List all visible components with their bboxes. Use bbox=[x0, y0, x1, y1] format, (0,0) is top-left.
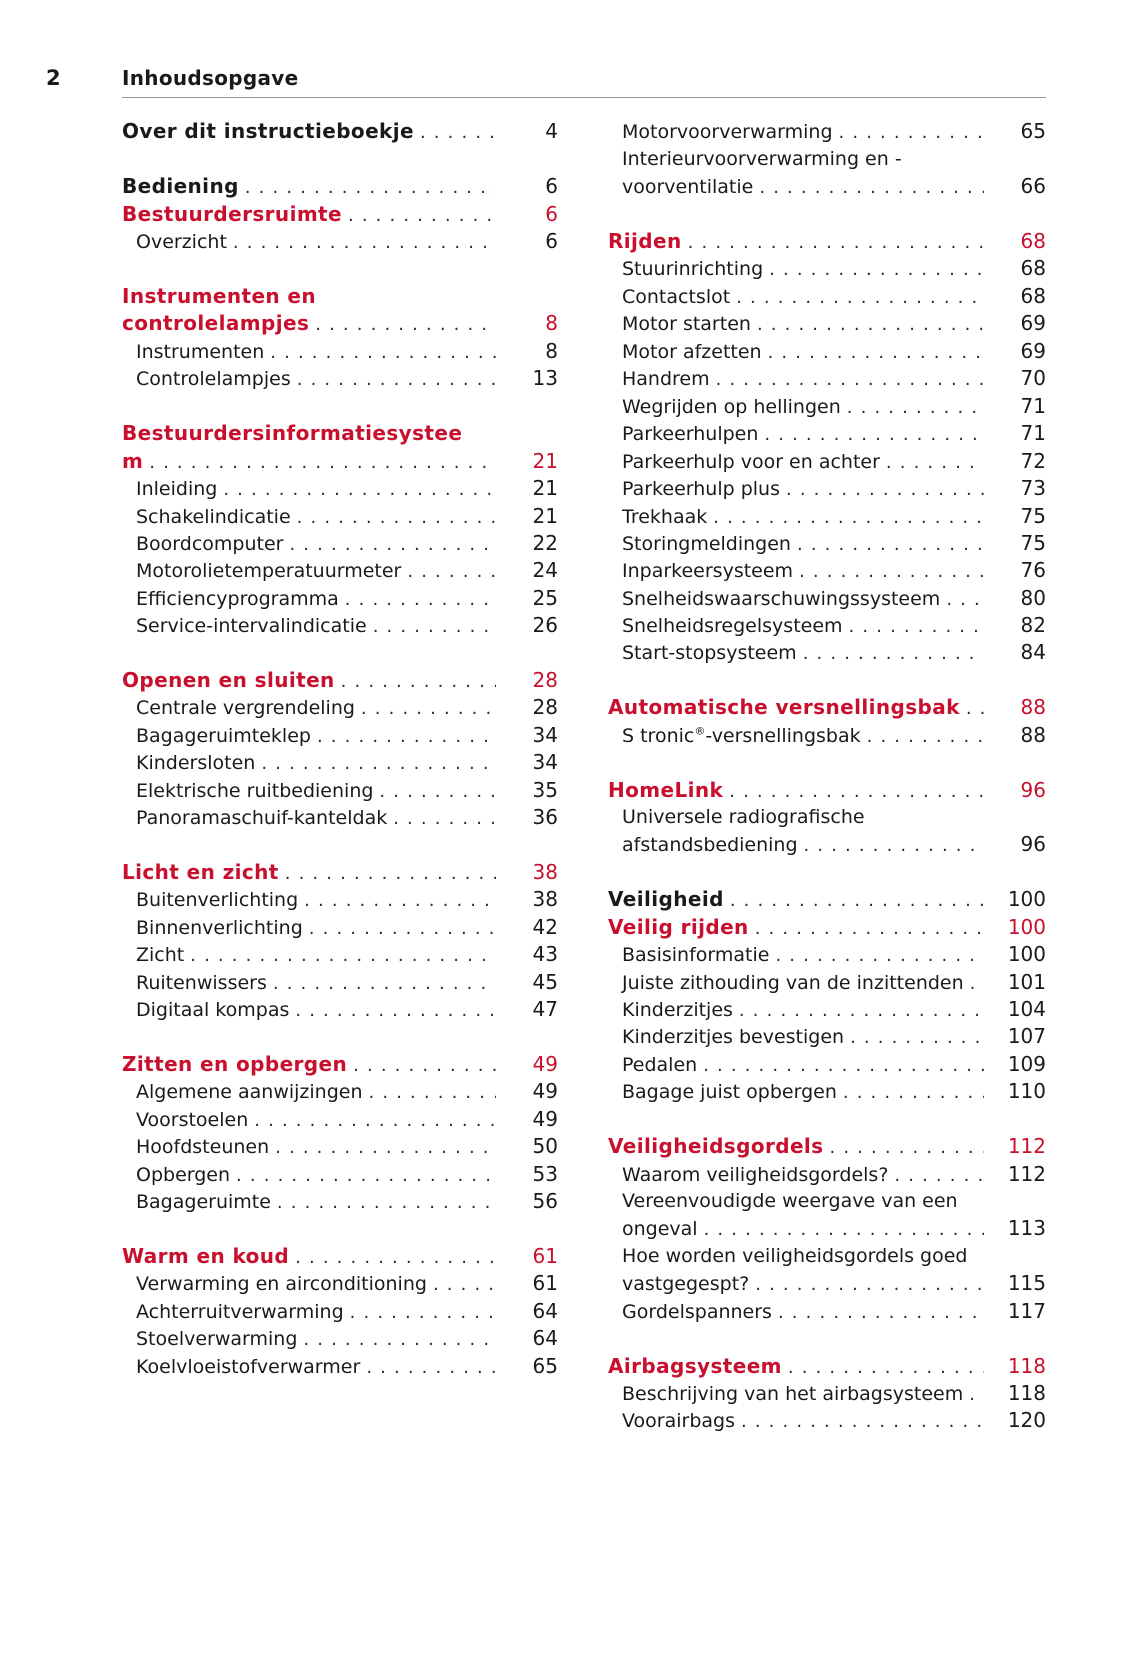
toc-entry-warm-en-koud[interactable]: Warm en koud . . . 61 bbox=[122, 1242, 558, 1271]
toc-entry-binnenverlichting[interactable]: Binnenverlichting . . . 42 bbox=[122, 913, 558, 942]
toc-entry-parkeerhulp-voor-en-achter[interactable]: Parkeerhulp voor en achter . . . 72 bbox=[608, 447, 1046, 476]
toc-entry-rijden[interactable]: Rijden . . . 68 bbox=[608, 227, 1046, 256]
toc-entry-waarom-veiligheidsgordels[interactable]: Waarom veiligheidsgordels? . . . 112 bbox=[608, 1160, 1046, 1189]
toc-entry-vereenvoudigde-weergave[interactable]: Vereenvoudigde weergave van een bbox=[622, 1190, 958, 1212]
toc-entry-snelheidswaarschuwingssysteem[interactable]: Snelheidswaarschuwingssysteem . . . 80 bbox=[608, 584, 1046, 613]
toc-entry-openen-en-sluiten[interactable]: Openen en sluiten . . . 28 bbox=[122, 666, 558, 695]
toc-entry-motorolietemperatuurmeter[interactable]: Motorolietemperatuurmeter . . . 24 bbox=[122, 556, 558, 585]
toc-entry-storingmeldingen[interactable]: Storingmeldingen . . . 75 bbox=[608, 529, 1046, 558]
toc-entry-ruitenwissers[interactable]: Ruitenwissers . . . 45 bbox=[122, 968, 558, 997]
toc-entry-schakelindicatie[interactable]: Schakelindicatie . . . 21 bbox=[122, 502, 558, 531]
toc-entry-homelink[interactable]: HomeLink . . . 96 bbox=[608, 776, 1046, 805]
toc-entry-hoe-worden-veiligheidsgordels[interactable]: Hoe worden veiligheidsgordels goed bbox=[622, 1245, 968, 1267]
toc-entry-controlelampjes[interactable]: Controlelampjes . . . 13 bbox=[122, 364, 558, 393]
toc-entry-voorairbags[interactable]: Voorairbags . . . 120 bbox=[608, 1406, 1046, 1435]
toc-entry-bestuurdersinformatiesysteem[interactable]: m . . . 21 bbox=[122, 447, 558, 476]
toc-entry-boordcomputer[interactable]: Boordcomputer . . . 22 bbox=[122, 529, 558, 558]
toc-entry-voorstoelen[interactable]: Voorstoelen . . . 49 bbox=[122, 1105, 558, 1134]
header-rule bbox=[122, 97, 1046, 98]
toc-entry-elektrische-ruitbediening[interactable]: Elektrische ruitbediening . . . 35 bbox=[122, 776, 558, 805]
toc-entry-instrumenten[interactable]: Instrumenten . . . 8 bbox=[122, 337, 558, 366]
toc-entry-motorvoorverwarming[interactable]: Motorvoorverwarming . . . 65 bbox=[608, 117, 1046, 146]
toc-entry-voorventilatie[interactable]: voorventilatie . . . 66 bbox=[608, 172, 1046, 201]
toc-entry-ongeval[interactable]: ongeval . . . 113 bbox=[608, 1214, 1046, 1243]
toc-entry-stuurinrichting[interactable]: Stuurinrichting . . . 68 bbox=[608, 254, 1046, 283]
toc-entry-controlelampjes-section[interactable]: controlelampjes . . . 8 bbox=[122, 309, 558, 338]
toc-entry-automatische-versnellingsbak[interactable]: Automatische versnellingsbak . . . 88 bbox=[608, 693, 1046, 722]
toc-entry-inparkeersysteem[interactable]: Inparkeersysteem . . . 76 bbox=[608, 556, 1046, 585]
toc-entry-centrale-vergrendeling[interactable]: Centrale vergrendeling . . . 28 bbox=[122, 693, 558, 722]
toc-entry-efficiencyprogramma[interactable]: Efficiencyprogramma . . . 25 bbox=[122, 584, 558, 613]
toc-entry-snelheidsregelsysteem[interactable]: Snelheidsregelsysteem . . . 82 bbox=[608, 611, 1046, 640]
page-number: 2 bbox=[46, 66, 61, 90]
toc-entry-kindersloten[interactable]: Kindersloten . . . 34 bbox=[122, 748, 558, 777]
toc-entry-algemene-aanwijzingen[interactable]: Algemene aanwijzingen . . . 49 bbox=[122, 1077, 558, 1106]
toc-entry-vastgegespt[interactable]: vastgegespt? . . . 115 bbox=[608, 1269, 1046, 1298]
toc-entry-motor-afzetten[interactable]: Motor afzetten . . . 69 bbox=[608, 337, 1046, 366]
toc-entry-s-tronic-versnellingsbak[interactable]: S tronic®-versnellingsbak . . . 88 bbox=[608, 721, 1046, 750]
toc-entry-kinderzitjes[interactable]: Kinderzitjes . . . 104 bbox=[608, 995, 1046, 1024]
toc-entry-veiligheidsgordels[interactable]: Veiligheidsgordels . . . 112 bbox=[608, 1132, 1046, 1161]
toc-entry-gordelspanners[interactable]: Gordelspanners . . . 117 bbox=[608, 1297, 1046, 1326]
toc-entry-service-intervalindicatie[interactable]: Service-intervalindicatie . . . 26 bbox=[122, 611, 558, 640]
toc-entry-bagageruimteklep[interactable]: Bagageruimteklep . . . 34 bbox=[122, 721, 558, 750]
toc-entry-instrumenten-en[interactable]: Instrumenten en bbox=[122, 284, 317, 308]
toc-entry-panoramaschuif-kanteldak[interactable]: Panoramaschuif-kanteldak . . . 36 bbox=[122, 803, 558, 832]
toc-entry-bagageruimte[interactable]: Bagageruimte . . . 56 bbox=[122, 1187, 558, 1216]
toc-entry-kinderzitjes-bevestigen[interactable]: Kinderzitjes bevestigen . . . 107 bbox=[608, 1022, 1046, 1051]
toc-entry-interieurvoorverwarming-en[interactable]: Interieurvoorverwarming en - bbox=[622, 148, 902, 170]
toc-entry-opbergen[interactable]: Opbergen . . . 53 bbox=[122, 1160, 558, 1189]
toc-entry-handrem[interactable]: Handrem . . . 70 bbox=[608, 364, 1046, 393]
toc-entry-airbagsysteem[interactable]: Airbagsysteem . . . 118 bbox=[608, 1352, 1046, 1381]
page-header-title: Inhoudsopgave bbox=[122, 66, 299, 90]
toc-entry-veiligheid[interactable]: Veiligheid . . . 100 bbox=[608, 885, 1046, 914]
toc-entry-koelvloeistofverwarmer[interactable]: Koelvloeistofverwarmer . . . 65 bbox=[122, 1352, 558, 1381]
toc-entry-wegrijden-op-hellingen[interactable]: Wegrijden op hellingen . . . 71 bbox=[608, 392, 1046, 421]
toc-entry-contactslot[interactable]: Contactslot . . . 68 bbox=[608, 282, 1046, 311]
toc-entry-basisinformatie[interactable]: Basisinformatie . . . 100 bbox=[608, 940, 1046, 969]
toc-entry-juiste-zithouding[interactable]: Juiste zithouding van de inzittenden . . . 101 bbox=[608, 968, 1046, 997]
toc-entry-zitten-en-opbergen[interactable]: Zitten en opbergen . . . 49 bbox=[122, 1050, 558, 1079]
toc-entry-digitaal-kompas[interactable]: Digitaal kompas . . . 47 bbox=[122, 995, 558, 1024]
toc-entry-verwarming-en-airconditioning[interactable]: Verwarming en airconditioning . . . 61 bbox=[122, 1269, 558, 1298]
toc-entry-stoelverwarming[interactable]: Stoelverwarming . . . 64 bbox=[122, 1324, 558, 1353]
toc-entry-parkeerhulp-plus[interactable]: Parkeerhulp plus . . . 73 bbox=[608, 474, 1046, 503]
toc-entry-overzicht[interactable]: Overzicht . . . 6 bbox=[122, 227, 558, 256]
toc-entry-bagage-juist-opbergen[interactable]: Bagage juist opbergen . . . 110 bbox=[608, 1077, 1046, 1106]
toc-entry-achterruitverwarming[interactable]: Achterruitverwarming . . . 64 bbox=[122, 1297, 558, 1326]
toc-entry-veilig-rijden[interactable]: Veilig rijden . . . 100 bbox=[608, 913, 1046, 942]
toc-entry-afstandsbediening[interactable]: afstandsbediening . . . 96 bbox=[608, 830, 1046, 859]
toc-entry-zicht[interactable]: Zicht . . . 43 bbox=[122, 940, 558, 969]
toc-entry-parkeerhulpen[interactable]: Parkeerhulpen . . . 71 bbox=[608, 419, 1046, 448]
toc-entry-universele-radiografische[interactable]: Universele radiografische bbox=[622, 806, 865, 828]
toc-entry-buitenverlichting[interactable]: Buitenverlichting . . . 38 bbox=[122, 885, 558, 914]
toc-entry-hoofdsteunen[interactable]: Hoofdsteunen . . . 50 bbox=[122, 1132, 558, 1161]
toc-entry-beschrijving-airbagsysteem[interactable]: Beschrijving van het airbagsysteem . . . 118 bbox=[608, 1379, 1046, 1408]
toc-entry-trekhaak[interactable]: Trekhaak . . . 75 bbox=[608, 502, 1046, 531]
toc-entry-inleiding[interactable]: Inleiding . . . 21 bbox=[122, 474, 558, 503]
toc-entry-bestuurdersinformatiesystee[interactable]: Bestuurdersinformatiesystee bbox=[122, 421, 463, 445]
toc-entry-over-dit-instructieboekje[interactable]: Over dit instructieboekje . . . 4 bbox=[122, 117, 558, 146]
toc-entry-bestuurdersruimte[interactable]: Bestuurdersruimte . . . 6 bbox=[122, 200, 558, 229]
toc-entry-start-stopsysteem[interactable]: Start-stopsysteem . . . 84 bbox=[608, 638, 1046, 667]
toc-entry-licht-en-zicht[interactable]: Licht en zicht . . . 38 bbox=[122, 858, 558, 887]
toc-entry-bediening[interactable]: Bediening . . . 6 bbox=[122, 172, 558, 201]
toc-entry-motor-starten[interactable]: Motor starten . . . 69 bbox=[608, 309, 1046, 338]
toc-entry-pedalen[interactable]: Pedalen . . . 109 bbox=[608, 1050, 1046, 1079]
